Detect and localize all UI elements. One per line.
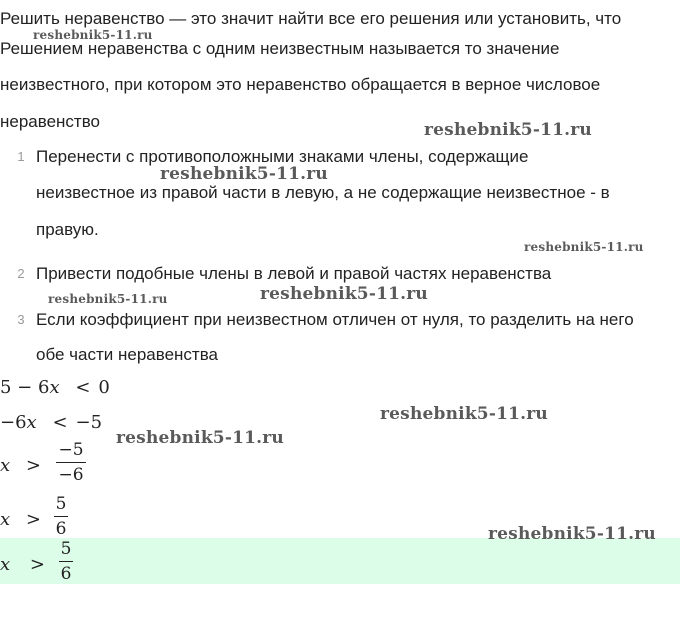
list-item-text: Перенести с противоположными знаками члены, содержащие xyxy=(36,147,529,166)
watermark: reshebnik5-11.ru xyxy=(116,428,284,448)
watermark: reshebnik5-11.ru xyxy=(424,120,592,140)
eq2-rhs: −5 xyxy=(75,412,103,433)
watermark: reshebnik5-11.ru xyxy=(160,164,328,184)
eq3-fraction-bar xyxy=(56,462,86,463)
eq2-lhs: −6 xyxy=(0,412,27,433)
watermark: reshebnik5-11.ru xyxy=(48,292,168,306)
list-item-number: 2 xyxy=(17,266,25,281)
eq1-var: x xyxy=(49,377,60,398)
math-eq-3 xyxy=(0,455,41,476)
eq5-fraction xyxy=(59,539,73,585)
watermark: reshebnik5-11.ru xyxy=(524,240,644,254)
eq3-denominator: −6 xyxy=(58,465,84,485)
answer-highlight xyxy=(0,538,680,584)
eq3-var: x xyxy=(0,455,11,476)
list-item-text: Если коэффициент при неизвестном отличен от нуля, то разделить на него xyxy=(36,310,634,329)
list-item-number: 3 xyxy=(17,312,25,327)
eq4-fraction xyxy=(54,494,68,540)
eq1-rel: < xyxy=(75,377,91,398)
eq2-rel: < xyxy=(52,412,68,433)
watermark: reshebnik5-11.ru xyxy=(260,284,428,304)
eq4-rel: > xyxy=(25,509,41,530)
list-item-text: неизвестное из правой части в левую, а не содержащие неизвестное - в xyxy=(36,183,610,202)
intro-line-2: Решением неравенства с одним неизвестным называется то значение xyxy=(0,39,560,58)
math-eq-1 xyxy=(0,377,110,398)
eq2-var: x xyxy=(26,412,37,433)
eq3-numerator: −5 xyxy=(58,440,84,460)
eq4-fraction-bar xyxy=(54,516,68,517)
math-eq-5 xyxy=(0,554,45,575)
eq5-fraction-bar xyxy=(59,561,73,562)
intro-line-3: неизвестного, при котором это неравенство обращается в верное числовое xyxy=(0,75,601,94)
eq5-numerator: 5 xyxy=(60,539,72,559)
list-item-text: обе части неравенства xyxy=(36,345,219,364)
list-item-text: правую. xyxy=(36,220,99,239)
math-eq-2 xyxy=(0,412,102,433)
math-eq-4 xyxy=(0,509,41,530)
eq4-denominator: 6 xyxy=(55,519,67,539)
eq5-rel: > xyxy=(29,554,45,575)
list-item-number: 1 xyxy=(17,149,25,164)
eq5-var: x xyxy=(0,554,11,575)
watermark: reshebnik5-11.ru xyxy=(33,28,153,42)
eq5-denominator: 6 xyxy=(60,564,72,584)
watermark: reshebnik5-11.ru xyxy=(380,404,548,424)
eq1-lhs: 5 − 6 xyxy=(0,377,50,398)
eq1-rhs: 0 xyxy=(98,377,110,398)
intro-line-1: Решить неравенство — это значит найти все его решения или установить, что xyxy=(0,9,622,28)
list-item-text: Привести подобные члены в левой и правой частях неравенства xyxy=(36,264,552,283)
intro-line-4: неравенство xyxy=(0,112,101,131)
watermark: reshebnik5-11.ru xyxy=(488,524,656,544)
eq3-rel: > xyxy=(25,455,41,476)
eq4-numerator: 5 xyxy=(55,494,67,514)
eq3-fraction xyxy=(56,440,86,486)
eq4-var: x xyxy=(0,509,11,530)
